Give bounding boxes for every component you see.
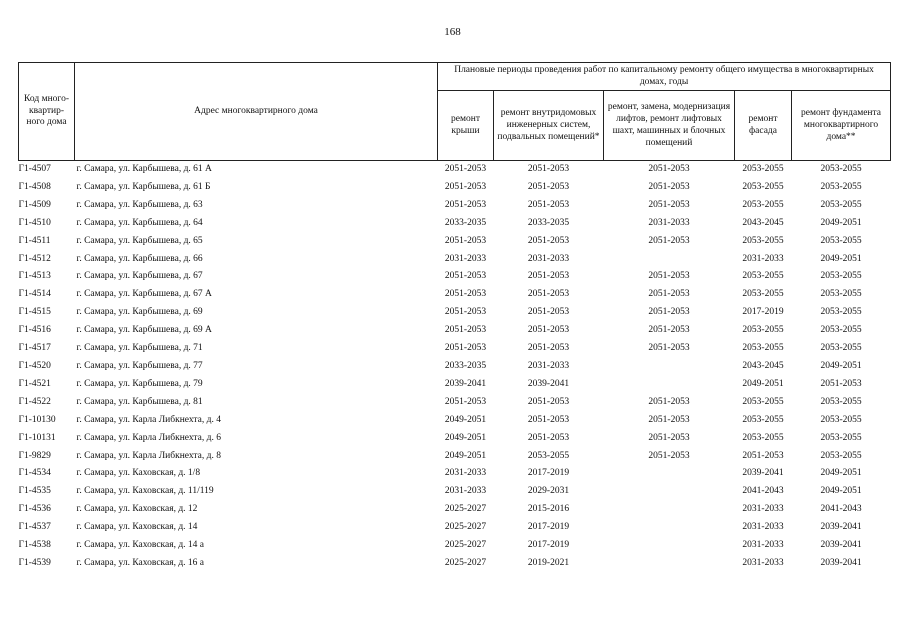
cell-foundation: 2049-2051 xyxy=(820,217,862,228)
cell-foundation: 2039-2041 xyxy=(820,522,862,533)
cell-facade: 2031-2033 xyxy=(742,253,784,264)
cell-lifts: 2051-2053 xyxy=(648,271,690,282)
cell-roof: 2051-2053 xyxy=(444,235,487,246)
cell-engineering: 2017-2019 xyxy=(527,540,570,551)
table-row xyxy=(19,519,891,537)
cell-lifts xyxy=(604,483,735,501)
cell-facade: 2053-2055 xyxy=(742,414,784,425)
cell-roof: 2025-2027 xyxy=(444,522,487,533)
cell-lifts: 2051-2053 xyxy=(648,396,690,407)
cell-engineering: 2051-2053 xyxy=(527,307,570,318)
cell-lifts xyxy=(604,251,735,269)
cell-facade: 2053-2055 xyxy=(742,325,784,336)
cell-code: Г1-10130 xyxy=(18,414,56,425)
header-foundation: ремонт фундамента многоквартирного дома** xyxy=(792,91,891,161)
cell-engineering: 2051-2053 xyxy=(527,181,570,192)
cell-facade: 2053-2055 xyxy=(742,432,784,443)
cell-engineering: 2031-2033 xyxy=(527,253,570,264)
cell-lifts xyxy=(604,465,735,483)
table-row xyxy=(19,268,891,286)
cell-address: г. Самара, ул. Карбышева, д. 71 xyxy=(76,343,203,354)
cell-address: г. Самара, ул. Карбышева, д. 67 xyxy=(76,271,203,282)
cell-address: г. Самара, ул. Каховская, д. 1/8 xyxy=(76,468,201,479)
cell-facade: 2053-2055 xyxy=(742,235,784,246)
cell-facade: 2041-2043 xyxy=(742,486,784,497)
cell-foundation: 2049-2051 xyxy=(820,468,862,479)
cell-foundation: 2053-2055 xyxy=(820,450,862,461)
cell-facade: 2017-2019 xyxy=(742,307,784,318)
cell-foundation: 2053-2055 xyxy=(820,289,862,300)
cell-lifts xyxy=(604,376,735,394)
table-row xyxy=(19,340,891,358)
cell-engineering: 2053-2055 xyxy=(527,450,570,461)
cell-lifts: 2051-2053 xyxy=(648,199,690,210)
table-row xyxy=(19,430,891,448)
cell-address: г. Самара, ул. Каховская, д. 12 xyxy=(76,504,198,515)
cell-facade: 2031-2033 xyxy=(742,540,784,551)
cell-foundation: 2053-2055 xyxy=(820,181,862,192)
cell-engineering: 2051-2053 xyxy=(527,289,570,300)
cell-engineering: 2031-2033 xyxy=(527,360,570,371)
cell-address: г. Самара, ул. Каховская, д. 16 а xyxy=(76,557,205,568)
cell-engineering: 2051-2053 xyxy=(527,325,570,336)
table-row xyxy=(19,412,891,430)
cell-code: Г1-4538 xyxy=(18,540,51,551)
cell-foundation: 2053-2055 xyxy=(792,161,891,179)
cell-facade: 2039-2041 xyxy=(742,468,784,479)
header-facade: ремонт фасада xyxy=(735,91,792,161)
cell-lifts: 2051-2053 xyxy=(648,414,690,425)
cell-roof: 2033-2035 xyxy=(444,217,487,228)
header-address: Адрес многоквартирного дома xyxy=(75,63,438,161)
table-row xyxy=(19,304,891,322)
cell-roof: 2051-2053 xyxy=(444,325,487,336)
cell-facade: 2053-2055 xyxy=(735,161,792,179)
cell-lifts xyxy=(604,537,735,555)
cell-foundation: 2039-2041 xyxy=(820,557,862,568)
cell-address: г. Самара, ул. Карбышева, д. 81 xyxy=(76,396,203,407)
cell-lifts: 2051-2053 xyxy=(648,343,690,354)
cell-address: г. Самара, ул. Каховская, д. 14 xyxy=(76,522,198,533)
cell-code: Г1-4515 xyxy=(18,307,51,318)
cell-foundation: 2049-2051 xyxy=(820,253,862,264)
cell-address: г. Самара, ул. Карбышева, д. 77 xyxy=(76,360,203,371)
cell-foundation: 2053-2055 xyxy=(820,307,862,318)
cell-address: г. Самара, ул. Карла Либкнехта, д. 4 xyxy=(76,414,221,425)
cell-code: Г1-4514 xyxy=(18,289,51,300)
cell-code: Г1-4539 xyxy=(18,557,51,568)
cell-lifts: 2051-2053 xyxy=(648,181,690,192)
cell-engineering: 2051-2053 xyxy=(527,343,570,354)
cell-roof: 2051-2053 xyxy=(438,161,494,179)
table-row xyxy=(19,483,891,501)
cell-address: г. Самара, ул. Карбышева, д. 64 xyxy=(76,217,203,228)
header-periods: Плановые периоды проведения работ по капитальному ремонту общего имущества в многоквартирных домах, годы xyxy=(438,63,891,91)
cell-facade: 2031-2033 xyxy=(742,504,784,515)
cell-facade: 2053-2055 xyxy=(742,271,784,282)
cell-code: Г1-10131 xyxy=(18,432,56,443)
cell-roof: 2051-2053 xyxy=(444,289,487,300)
cell-engineering: 2051-2053 xyxy=(494,161,604,179)
cell-lifts: 2051-2053 xyxy=(648,325,690,336)
cell-address: г. Самара, ул. Карбышева, д. 69 xyxy=(76,307,203,318)
cell-address: г. Самара, ул. Карбышева, д. 69 А xyxy=(76,325,212,336)
cell-facade: 2053-2055 xyxy=(742,343,784,354)
cell-roof: 2039-2041 xyxy=(444,378,487,389)
cell-facade: 2043-2045 xyxy=(742,360,784,371)
cell-engineering: 2017-2019 xyxy=(527,522,570,533)
cell-foundation: 2053-2055 xyxy=(820,396,862,407)
cell-code: Г1-4521 xyxy=(18,378,51,389)
table-row xyxy=(19,179,891,197)
table-row xyxy=(19,286,891,304)
cell-lifts xyxy=(604,555,735,573)
cell-lifts: 2051-2053 xyxy=(648,450,690,461)
header-engineering: ремонт внутридомовых инженерных систем, подвальных помещений* xyxy=(494,91,604,161)
cell-address: г. Самара, ул. Карбышева, д. 61 Б xyxy=(76,181,211,192)
cell-lifts: 2051-2053 xyxy=(648,235,690,246)
cell-code: Г1-4512 xyxy=(18,253,51,264)
cell-roof: 2025-2027 xyxy=(444,540,487,551)
cell-roof: 2025-2027 xyxy=(444,504,487,515)
cell-address: г. Самара, ул. Карбышева, д. 79 xyxy=(76,378,203,389)
cell-code: Г1-4520 xyxy=(18,360,51,371)
cell-foundation: 2053-2055 xyxy=(820,343,862,354)
cell-code: Г1-9829 xyxy=(18,450,51,461)
cell-address: г. Самара, ул. Карбышева, д. 63 xyxy=(76,199,203,210)
cell-roof: 2025-2027 xyxy=(444,557,487,568)
cell-facade: 2051-2053 xyxy=(742,450,784,461)
cell-roof: 2033-2035 xyxy=(444,360,487,371)
cell-address: г. Самара, ул. Карбышева, д. 65 xyxy=(76,235,203,246)
cell-code: Г1-4516 xyxy=(18,325,51,336)
cell-code: Г1-4509 xyxy=(18,199,51,210)
cell-code: Г1-4537 xyxy=(18,522,51,533)
table-row xyxy=(19,376,891,394)
cell-foundation: 2039-2041 xyxy=(820,540,862,551)
table-row xyxy=(19,448,891,466)
cell-lifts xyxy=(604,358,735,376)
cell-facade: 2049-2051 xyxy=(742,378,784,389)
cell-code: Г1-4508 xyxy=(18,181,51,192)
cell-facade: 2053-2055 xyxy=(742,181,784,192)
cell-roof: 2049-2051 xyxy=(444,432,487,443)
cell-foundation: 2053-2055 xyxy=(820,432,862,443)
cell-address: г. Самара, ул. Карбышева, д. 66 xyxy=(76,253,203,264)
cell-foundation: 2051-2053 xyxy=(820,378,862,389)
cell-foundation: 2053-2055 xyxy=(820,271,862,282)
table-row xyxy=(19,322,891,340)
cell-roof: 2049-2051 xyxy=(444,450,487,461)
cell-roof: 2031-2033 xyxy=(444,253,487,264)
cell-foundation: 2049-2051 xyxy=(820,486,862,497)
cell-engineering: 2029-2031 xyxy=(527,486,570,497)
table-row xyxy=(19,465,891,483)
cell-lifts: 2051-2053 xyxy=(648,432,690,443)
cell-address: г. Самара, ул. Карбышева, д. 61 А xyxy=(75,161,438,179)
cell-code: Г1-4517 xyxy=(18,343,51,354)
cell-roof: 2031-2033 xyxy=(444,486,487,497)
cell-address: г. Самара, ул. Карла Либкнехта, д. 6 xyxy=(76,432,221,443)
table-row xyxy=(19,233,891,251)
cell-roof: 2051-2053 xyxy=(444,307,487,318)
table-row xyxy=(19,394,891,412)
cell-code: Г1-4513 xyxy=(18,271,51,282)
table-row xyxy=(19,161,891,179)
cell-engineering: 2019-2021 xyxy=(527,557,570,568)
cell-lifts: 2031-2033 xyxy=(648,217,690,228)
cell-code: Г1-4507 xyxy=(19,161,75,179)
cell-code: Г1-4522 xyxy=(18,396,51,407)
table-row xyxy=(19,197,891,215)
cell-engineering: 2051-2053 xyxy=(527,396,570,407)
cell-foundation: 2053-2055 xyxy=(820,235,862,246)
cell-facade: 2031-2033 xyxy=(742,522,784,533)
cell-code: Г1-4535 xyxy=(18,486,51,497)
cell-foundation: 2053-2055 xyxy=(820,325,862,336)
cell-lifts xyxy=(604,501,735,519)
cell-engineering: 2039-2041 xyxy=(527,378,570,389)
table-row xyxy=(19,358,891,376)
cell-roof: 2049-2051 xyxy=(444,414,487,425)
table-header xyxy=(19,63,891,161)
cell-code: Г1-4510 xyxy=(18,217,51,228)
header-lifts: ремонт, замена, модернизация лифтов, ремонт лифтовых шахт, машинных и блочных помещений xyxy=(604,91,735,161)
page-number: 168 xyxy=(444,26,461,38)
cell-facade: 2053-2055 xyxy=(742,289,784,300)
cell-foundation: 2053-2055 xyxy=(820,414,862,425)
cell-address: г. Самара, ул. Карла Либкнехта, д. 8 xyxy=(76,450,221,461)
table-body xyxy=(19,161,891,573)
header-roof: ремонт крыши xyxy=(438,91,494,161)
cell-foundation: 2041-2043 xyxy=(820,504,862,515)
cell-engineering: 2051-2053 xyxy=(527,199,570,210)
cell-facade: 2053-2055 xyxy=(742,199,784,210)
cell-roof: 2051-2053 xyxy=(444,396,487,407)
cell-engineering: 2017-2019 xyxy=(527,468,570,479)
cell-roof: 2051-2053 xyxy=(444,343,487,354)
cell-facade: 2031-2033 xyxy=(742,557,784,568)
table-row xyxy=(19,215,891,233)
cell-code: Г1-4511 xyxy=(18,235,51,246)
cell-lifts: 2051-2053 xyxy=(648,289,690,300)
table-row xyxy=(19,501,891,519)
cell-engineering: 2051-2053 xyxy=(527,271,570,282)
cell-roof: 2051-2053 xyxy=(444,271,487,282)
cell-foundation: 2053-2055 xyxy=(820,199,862,210)
capital-repair-schedule-table xyxy=(18,62,891,573)
cell-lifts: 2051-2053 xyxy=(604,161,735,179)
cell-foundation: 2049-2051 xyxy=(820,360,862,371)
cell-code: Г1-4536 xyxy=(18,504,51,515)
table-row xyxy=(19,251,891,269)
cell-roof: 2051-2053 xyxy=(444,199,487,210)
cell-address: г. Самара, ул. Каховская, д. 11/119 xyxy=(76,486,214,497)
cell-engineering: 2051-2053 xyxy=(527,235,570,246)
cell-address: г. Самара, ул. Карбышева, д. 67 А xyxy=(76,289,212,300)
cell-code: Г1-4534 xyxy=(18,468,51,479)
cell-engineering: 2051-2053 xyxy=(527,414,570,425)
cell-lifts: 2051-2053 xyxy=(648,307,690,318)
header-code: Код много-квартир-ного дома xyxy=(19,63,75,161)
cell-lifts xyxy=(604,519,735,537)
cell-roof: 2031-2033 xyxy=(444,468,487,479)
table-row xyxy=(19,537,891,555)
cell-engineering: 2033-2035 xyxy=(527,217,570,228)
cell-facade: 2053-2055 xyxy=(742,396,784,407)
cell-facade: 2043-2045 xyxy=(742,217,784,228)
cell-engineering: 2051-2053 xyxy=(527,432,570,443)
cell-address: г. Самара, ул. Каховская, д. 14 а xyxy=(76,540,205,551)
cell-roof: 2051-2053 xyxy=(444,181,487,192)
table-row xyxy=(19,555,891,573)
cell-engineering: 2015-2016 xyxy=(527,504,570,515)
